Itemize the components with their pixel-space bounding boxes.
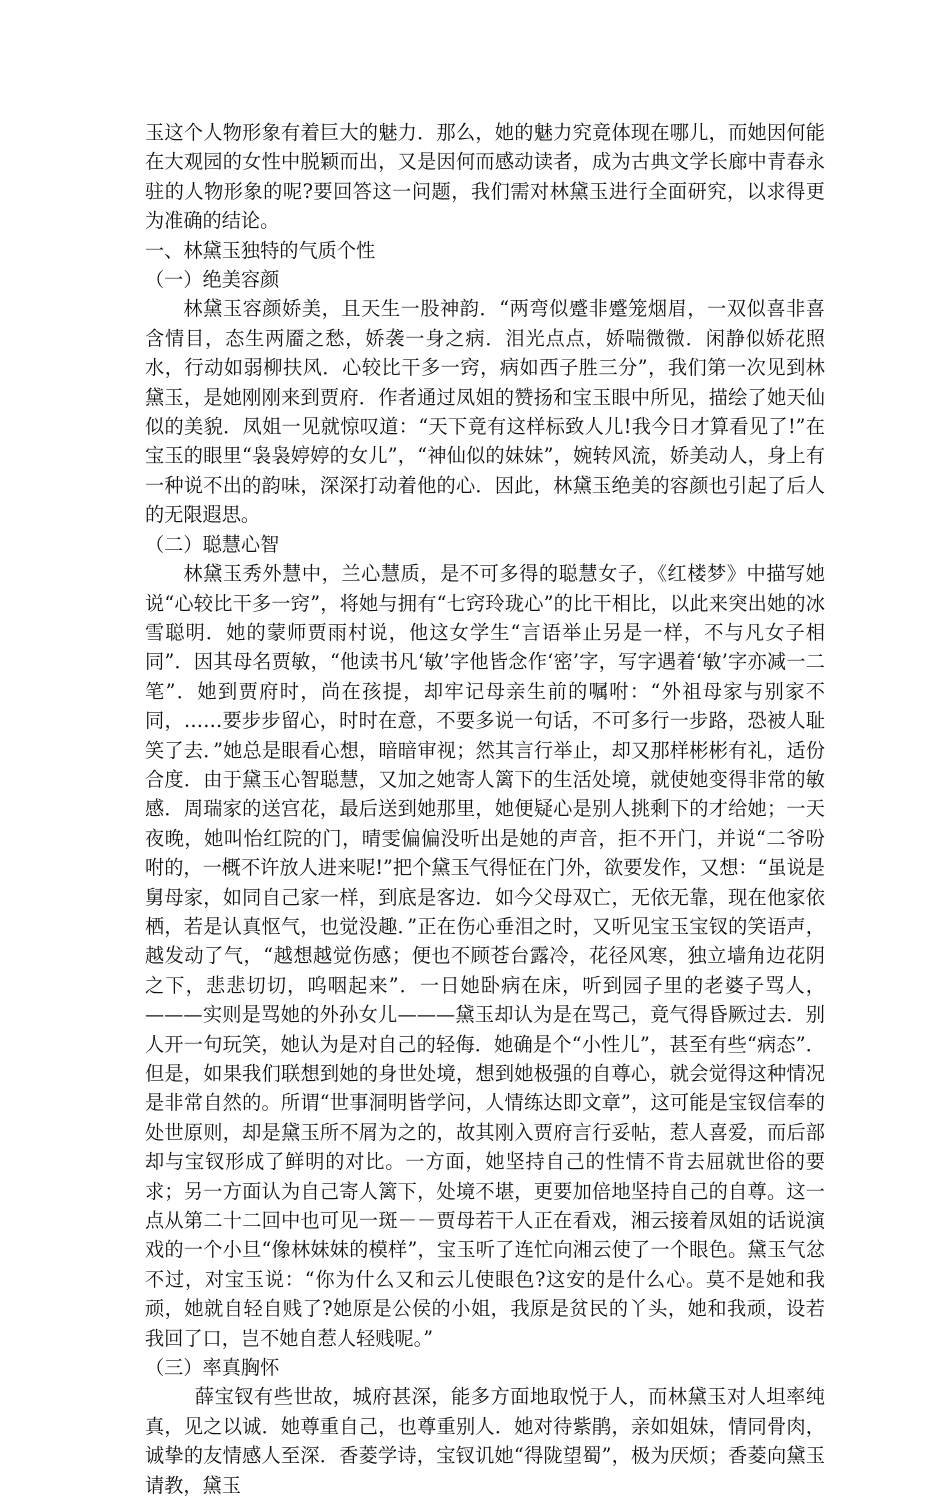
subsection-heading-sincerity: （三）率真胸怀 (145, 1356, 280, 1380)
section-heading: 一、林黛玉独特的气质个性 (145, 238, 376, 262)
paragraph-intelligence: 林黛玉秀外慧中，兰心慧质，是不可多得的聪慧女子，《红楼梦》中描写她说“心较比干多一窍”，将她与拥有“七窍玲珑心”的比干相比，以此来突出她的冰雪聪明．她的蒙师贾雨村说，他这女学生“言语举止另是一样，不与凡女子相同”．因其母名贾敏，“他读书凡‘敏’字他皆念作‘密’字，写字遇着‘敏’字亦减一二笔”．她到贾府时，尚在孩提，却牢记母亲生前的嘱咐：“外祖母家与别家不同，……要步步留心，时时在意，不要多说一句话，不可多行一步路，恐被人耻笑了去．”她总是眼看心想，暗暗审视；然其言行举止，却又那样彬彬有礼，适份合度．由于黛玉心智聪慧，又加之她寄人篱下的生活处境，就使她变得非常的敏感．周瑞家的送宫花，最后送到她那里，她便疑心是别人挑剩下的才给她；一天夜晚，她叫怡红院的门，晴雯偏偏没听出是她的声音，拒不开门，并说“二爷吩咐的，一概不许放人进来呢!”把个黛玉气得怔在门外，欲要发作，又想：“虽说是舅母家，如同自己家一样，到底是客边．如今父母双亡，无依无靠，现在他家依栖，若是认真怄气，也觉没趣．”正在伤心垂泪之时，又听见宝玉宝钗的笑语声，越发动了气，“越想越觉伤感；便也不顾苍台露冷，花径风寒，独立墙角边花阴之下，悲悲切切，呜咽起来”．一日她卧病在床，听到园子里的老婆子骂人，———实则是骂她的外孙女儿———黛玉却认为是在骂己，竟气得昏厥过去．别人开一句玩笑，她认为是对自己的轻侮．她确是个“小性儿”，甚至有些“病态”．但是，如果我们联想到她的身世处境，想到她极强的自尊心，就会觉得这种情况是非常自然的。所谓“世事洞明皆学问，人情练达即文章”，这可能是宝钗信奉的处世原则，却是黛玉所不屑为之的，故其刚入贾府言行妥帖，惹人喜爱，而后部却与宝钗形成了鲜明的对比。一方面，她坚持自己的性情不肯去屈就世俗的要求；另一方面认为自己寄人篱下，处境不堪，更要加倍地坚持自己的自尊。这一点从第二十二回中也可见一斑－－贾母若干人正在看戏，湘云接着凤姐的话说演戏的一个小旦“像林妹妹的模样”，宝玉听了连忙向湘云使了一个眼色。黛玉气忿不过，对宝玉说：“你为什么又和云儿使眼色?这安的是什么心。莫不是她和我顽，她就自轻自贱了?她原是公侯的小姐，我原是贫民的丫头，她和我顽，设若我回了口，岂不她自惹人轻贱呢。” (145, 562, 825, 1350)
subsection-heading-intelligence: （二）聪慧心智 (145, 532, 280, 556)
subsection-heading-beauty: （一）绝美容颜 (145, 268, 280, 292)
intro-paragraph: 玉这个人物形象有着巨大的魅力．那么，她的魅力究竟体现在哪儿，而她因何能在大观园的女性中脱颖而出，又是因何而感动读者，成为古典文学长廊中青春永驻的人物形象的呢?要回答这一问题，我们需对林黛玉进行全面研究，以求得更为准确的结论。 (145, 121, 825, 233)
paragraph-sincerity: 薛宝钗有些世故，城府甚深，能多方面地取悦于人，而林黛玉对人坦率纯真，见之以诚．她尊重自己，也尊重别人．她对待紫鹃，亲如姐妹，情同骨肉，诚挚的友情感人至深．香菱学诗，宝钗讥她“得陇望蜀”，极为厌烦；香菱向黛玉请教，黛玉 (145, 1385, 825, 1497)
document-page (145, 118, 825, 1500)
paragraph-beauty: 林黛玉容颜娇美，且天生一股神韵．“两弯似蹙非蹙笼烟眉，一双似喜非喜含情目，态生两靥之愁，娇袭一身之病．泪光点点，娇喘微微．闲静似娇花照水，行动如弱柳扶风．心较比干多一窍，病如西子胜三分”，我们第一次见到林黛玉，是她刚刚来到贾府．作者通过凤姐的赞扬和宝玉眼中所见，描绘了她天仙似的美貌．凤姐一见就惊叹道：“天下竟有这样标致人儿!我今日才算看见了!”在宝玉的眼里“袅袅婷婷的女儿”，“神仙似的妹妹”，婉转风流，娇美动人，身上有一种说不出的韵味，深深打动着他的心．因此，林黛玉绝美的容颜也引起了后人的无限遐思。 (145, 297, 825, 527)
